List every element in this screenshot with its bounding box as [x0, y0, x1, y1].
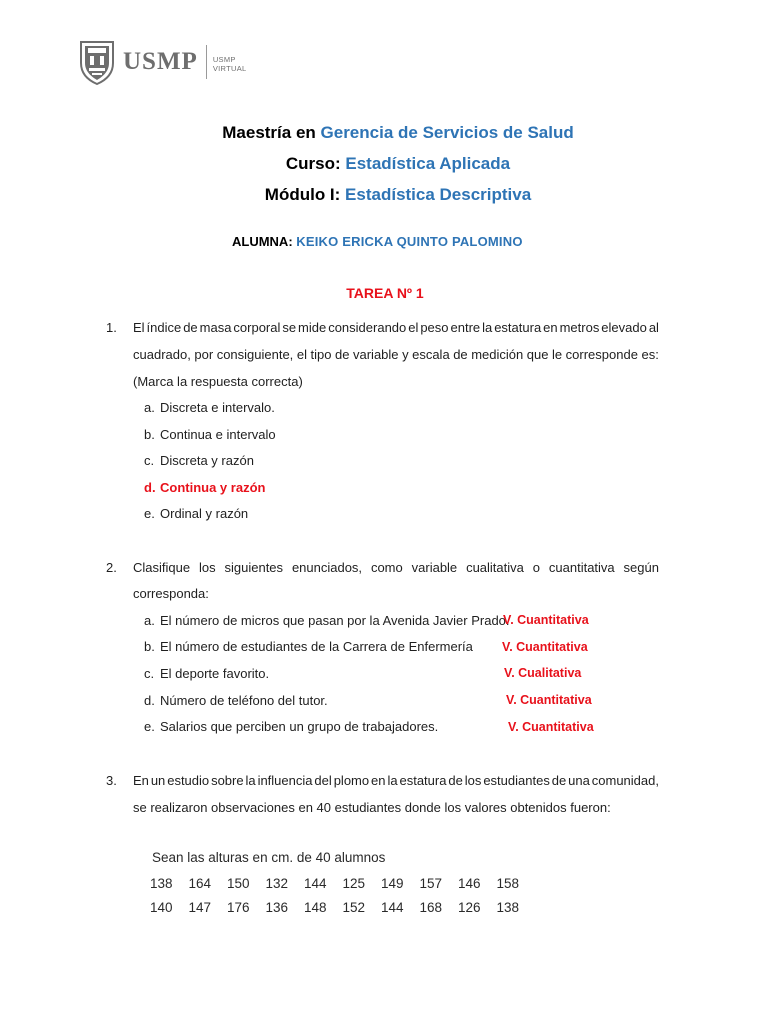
student-name-line [232, 234, 523, 249]
question-1-line1: El índice de masa corporal se mide considerando el peso entre la estatura en metros elevado al [133, 320, 659, 335]
q2-item-e-letter: e. [144, 719, 155, 734]
q1-option-c-text: Discreta y razón [160, 453, 254, 468]
height-value: 138 [496, 900, 520, 915]
height-value: 158 [496, 876, 520, 891]
height-value: 144 [381, 900, 404, 915]
q2-item-d-text: Número de teléfono del tutor. [160, 693, 328, 708]
q1-option-a-text: Discreta e intervalo. [160, 400, 275, 415]
height-value: 164 [188, 876, 212, 891]
student-label: ALUMNA: [232, 234, 297, 249]
student-name: KEIKO ERICKA QUINTO PALOMINO [296, 234, 523, 249]
q2-item-b-text: El número de estudiantes de la Carrera de Enfermería [160, 639, 473, 654]
q2-item-c-text: El deporte favorito. [160, 666, 270, 681]
logo-wordmark: USMP [123, 48, 198, 75]
course-label: Curso: [285, 154, 346, 173]
university-seal-icon [78, 39, 116, 85]
heights-row-1 [150, 876, 535, 891]
q2-item-a-letter: a. [144, 613, 155, 628]
question-2-line2: corresponda: [133, 586, 209, 601]
q1-option-d-letter-selected: d. [144, 480, 156, 495]
q1-option-b-text: Continua e intervalo [160, 427, 276, 442]
program-title [0, 123, 768, 143]
logo-subtitle [213, 55, 247, 73]
module-title [0, 185, 768, 205]
height-value: 144 [304, 876, 327, 891]
height-value: 138 [150, 876, 173, 891]
usmp-logo [78, 38, 246, 86]
q1-option-a-letter: a. [144, 400, 155, 415]
height-value: 147 [188, 900, 212, 915]
height-value: 136 [265, 900, 289, 915]
logo-divider [206, 45, 207, 79]
height-value: 176 [227, 900, 250, 915]
logo-subtitle-line2: VIRTUAL [212, 64, 247, 73]
height-value: 149 [381, 876, 404, 891]
question-1-number: 1. [106, 320, 117, 335]
heights-caption: Sean las alturas en cm. de 40 alumnos [152, 850, 386, 865]
height-value: 132 [265, 876, 289, 891]
question-1-line3: (Marca la respuesta correcta) [133, 374, 303, 389]
program-value: Gerencia de Servicios de Salud [320, 123, 574, 142]
height-value: 157 [419, 876, 443, 891]
question-3-line1: En un estudio sobre la influencia del plomo en la estatura de los estudiantes de una comunidad, [133, 773, 659, 788]
module-label: Módulo I: [264, 185, 346, 204]
heights-row-2 [150, 900, 535, 915]
course-title [0, 154, 768, 174]
q2-item-a-answer: V. Cuantitativa [503, 613, 589, 627]
q2-item-b-answer: V. Cuantitativa [502, 640, 588, 654]
q1-option-e-letter: e. [144, 506, 155, 521]
logo-subtitle-line1: USMP [212, 55, 236, 64]
height-value: 152 [342, 900, 366, 915]
q2-item-b-letter: b. [144, 639, 155, 654]
q1-option-e-text: Ordinal y razón [160, 506, 249, 521]
height-value: 168 [419, 900, 443, 915]
question-3-line2: se realizaron observaciones en 40 estudiantes donde los valores obtenidos fueron: [133, 800, 611, 815]
program-label: Maestría en [222, 123, 321, 142]
height-value: 150 [227, 876, 250, 891]
q1-option-c-letter: c. [144, 453, 155, 468]
height-value: 126 [458, 900, 481, 915]
task-title: TAREA Nº 1 [346, 285, 424, 301]
height-value: 148 [304, 900, 327, 915]
q2-item-a-text: El número de micros que pasan por la Avenida Javier Prado. [160, 613, 510, 628]
question-2-number: 2. [106, 560, 117, 575]
q2-item-e-answer: V. Cuantitativa [508, 720, 594, 734]
module-value: Estadística Descriptiva [345, 185, 532, 204]
q2-item-d-answer: V. Cuantitativa [506, 693, 592, 707]
q1-option-b-letter: b. [144, 427, 155, 442]
q2-item-c-answer: V. Cualitativa [504, 666, 582, 680]
height-value: 125 [342, 876, 366, 891]
q1-option-d-text-selected: Continua y razón [160, 480, 266, 495]
question-3-number: 3. [106, 773, 117, 788]
height-value: 146 [458, 876, 481, 891]
height-value: 140 [150, 900, 173, 915]
course-value: Estadística Aplicada [345, 154, 511, 173]
question-2-line1: Clasifique los siguientes enunciados, como variable cualitativa o cuantitativa según [133, 560, 659, 575]
q2-item-d-letter: d. [144, 693, 155, 708]
q2-item-c-letter: c. [144, 666, 155, 681]
question-1-line2: cuadrado, por consiguiente, el tipo de variable y escala de medición que le corresponde es: [133, 347, 659, 362]
q2-item-e-text: Salarios que perciben un grupo de trabajadores. [160, 719, 439, 734]
